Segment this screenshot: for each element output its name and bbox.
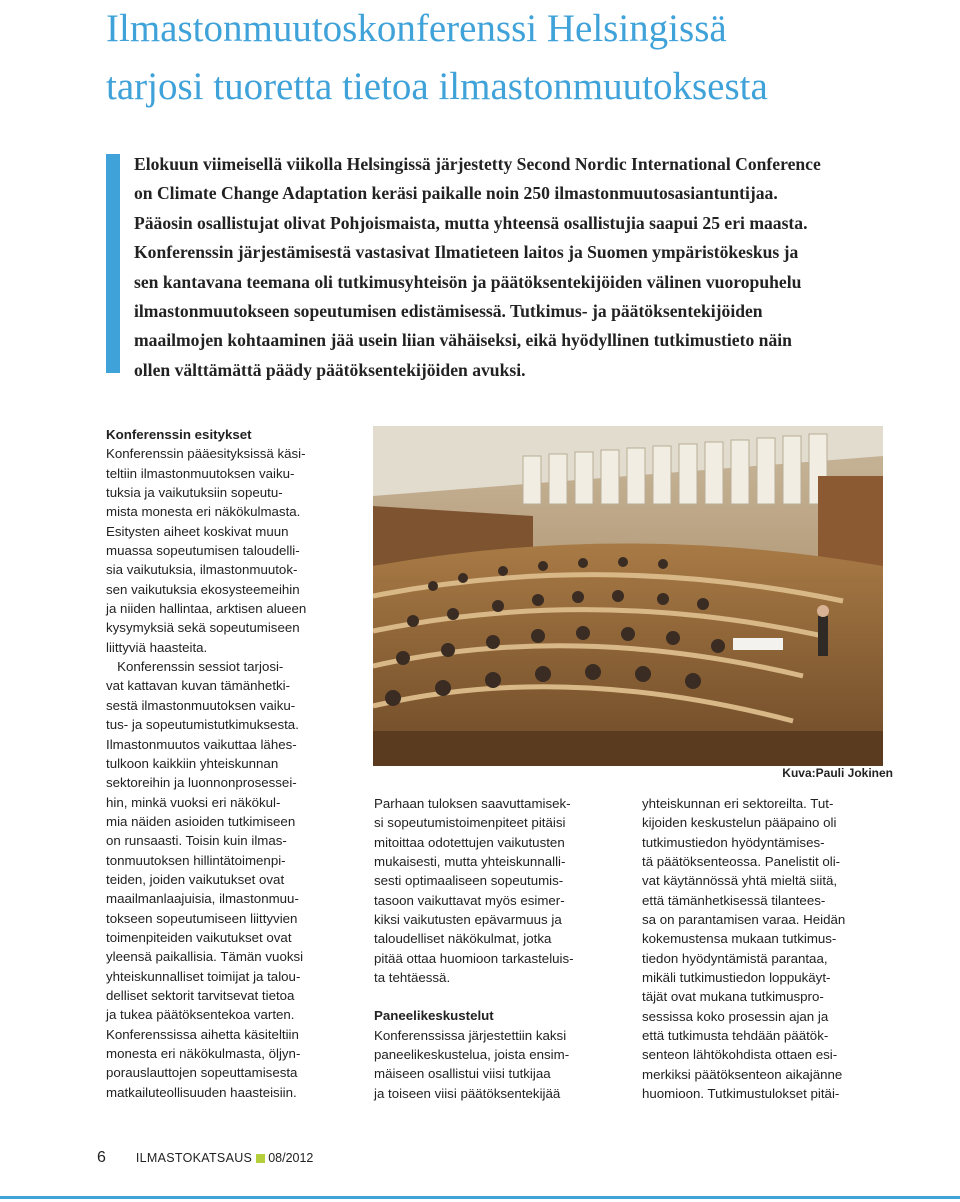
body-line: tulkoon kaikkiin yhteiskunnan <box>106 755 279 771</box>
right-column <box>642 794 884 1104</box>
body-line: Esitysten aiheet koskivat muun <box>106 523 289 539</box>
body-line: ja tukea päätöksentekoa varten. <box>106 1007 295 1023</box>
body-line: sen vaikutuksia ekosysteemeihin <box>106 581 300 597</box>
lead-accent-bar <box>106 154 120 373</box>
body-line: vat käytännössä yhtä mieltä siitä, <box>642 873 838 889</box>
body-line: Parhaan tuloksen saavuttamisek- <box>374 796 571 811</box>
body-line: porauslauttojen sopeuttamisesta <box>106 1065 298 1081</box>
body-line: maailmanlaajuisia, ilmastonmuu- <box>106 891 299 907</box>
body-line: hin, minkä vuoksi eri näkökul- <box>106 794 281 810</box>
body-line: että tämänhetkisessä tilantees- <box>642 892 826 908</box>
left-column <box>106 425 346 1102</box>
section-heading-presentations: Konferenssin esitykset <box>106 427 252 442</box>
body-line: toimenpiteiden vaikutukset ovat <box>106 929 292 945</box>
page-number: 6 <box>97 1149 106 1166</box>
body-line: sessissa koko prosessin ajan ja <box>642 1008 829 1024</box>
body-line: pitää ottaa huomioon tarkasteluis- <box>374 950 574 966</box>
title-line: tarjosi tuoretta tietoa ilmastonmuutoksesta <box>106 65 768 108</box>
body-line: huomioon. Tutkimustulokset pitäi- <box>642 1086 840 1102</box>
body-line: yhteiskunnalliset toimijat ja talou- <box>106 968 301 984</box>
page-footer <box>97 1149 313 1167</box>
title-line: Ilmastonmuutoskonferenssi Helsingissä <box>106 7 727 50</box>
paragraph-gap <box>374 987 614 1006</box>
body-line: on runsaasti. Toisin kuin ilmas- <box>106 833 287 849</box>
body-line: Konferenssin sessiot tarjosi- <box>106 659 284 675</box>
body-line: yleensä paikallisia. Tämän vuoksi <box>106 949 304 965</box>
body-line: ta tehtäessä. <box>374 970 451 986</box>
lead-line: Pääosin osallistujat olivat Pohjoismaista, mutta yhteensä osallistujia saapui 25 eri maasta. <box>134 212 808 233</box>
body-line: tutkimustiedon hyödyntämises- <box>642 834 825 850</box>
body-line: tonmuutoksen hillintätoimenpi- <box>106 852 286 868</box>
body-line: sektoreihin ja luonnonprosessei- <box>106 775 297 791</box>
body-line: senteon lähtökohdista ottaen esi- <box>642 1047 838 1063</box>
body-line: Konferenssissa aihetta käsiteltiin <box>106 1026 299 1042</box>
body-line: mukaisesti, mutta yhteiskunnalli- <box>374 854 566 870</box>
body-line: mäiseen osallistui viisi tutkijaa <box>374 1066 551 1082</box>
body-line: matkailuteollisuuden haasteisiin. <box>106 1084 297 1100</box>
body-line: paneelikeskustelua, joista ensim- <box>374 1047 570 1063</box>
photo-credit: Kuva:Pauli Jokinen <box>782 766 893 780</box>
lecture-hall-image <box>373 426 883 766</box>
body-line: tus- ja sopeutumistutkimuksesta. <box>106 717 299 733</box>
body-line: sia vaikutuksia, ilmastonmuutok- <box>106 562 298 578</box>
body-line: ja niiden hallintaa, arktisen alueen <box>106 601 307 617</box>
body-line: kysymyksiä sekä sopeutumiseen <box>106 620 300 636</box>
square-icon <box>256 1154 265 1163</box>
body-line: kokemustensa mukaan tutkimus- <box>642 931 837 947</box>
body-line: Konferenssin pääesityksissä käsi- <box>106 446 306 462</box>
body-line: sa on parantamisen varaa. Heidän <box>642 912 846 928</box>
body-line: mikäli tutkimustiedon loppukäyt- <box>642 970 831 986</box>
magazine-name: ILMASTOKATSAUS <box>135 1151 253 1165</box>
body-line: yhteiskunnan eri sektoreilta. Tut- <box>642 796 834 811</box>
article-title <box>106 0 926 116</box>
body-line: tokseen sopeutumiseen liittyvien <box>106 910 298 926</box>
body-line: tasoon vaikuttavat myös esimer- <box>374 892 565 908</box>
body-line: taloudelliset näkökulmat, jotka <box>374 931 552 947</box>
conference-photo <box>373 426 883 766</box>
middle-column <box>374 794 614 1103</box>
body-line: Konferenssissa järjestettiin kaksi <box>374 1027 567 1043</box>
body-line: ja toiseen viisi päätöksentekijää <box>374 1085 561 1101</box>
body-line: kijoiden keskustelun pääpaino oli <box>642 815 837 831</box>
body-line: liittyviä haasteita. <box>106 639 208 655</box>
body-line: sestä ilmastonmuutoksen vaiku- <box>106 697 296 713</box>
body-line: sesti optimaaliseen sopeutumis- <box>374 873 564 889</box>
lead-line: Konferenssin järjestämisestä vastasivat Ilmatieteen laitos ja Suomen ympäristökeskus ja <box>134 242 799 263</box>
footer-rule <box>0 1196 960 1199</box>
body-line: si sopeutumistoimenpiteet pitäisi <box>374 815 566 831</box>
lead-line: Elokuun viimeisellä viikolla Helsingissä järjestetty Second Nordic International Conference <box>134 154 821 174</box>
body-line: vat kattavan kuvan tämänhetki- <box>106 678 291 694</box>
body-line: mitoittaa odotettujen vaikutusten <box>374 834 565 850</box>
body-line: delliset sektorit tarvitsevat tietoa <box>106 987 295 1003</box>
body-line: mia näiden asioiden tutkimiseen <box>106 813 296 829</box>
section-heading-panels: Paneelikeskustelut <box>374 1008 494 1024</box>
body-line: että tutkimusta tehdään päätök- <box>642 1028 829 1044</box>
lead-line: ilmastonmuutokseen sopeutumisen edistämisessä. Tutkimus- ja päätöksentekijöiden <box>134 301 763 322</box>
body-line: kiksi vaikutusten epävarmuus ja <box>374 912 562 928</box>
lead-paragraph <box>134 150 894 385</box>
body-line: teiden, joiden vaikutukset ovat <box>106 871 285 887</box>
body-line: tuksia ja vaikutuksiin sopeutu- <box>106 485 283 501</box>
body-line: mista monesta eri näkökulmasta. <box>106 504 301 520</box>
body-line: täjät ovat mukana tutkimuspro- <box>642 989 824 1005</box>
lead-line: ollen välttämättä päädy päätöksentekijöiden avuksi. <box>134 359 526 380</box>
body-line: monesta eri näkökulmasta, öljyn- <box>106 1046 301 1061</box>
lead-line: sen kantavana teemana oli tutkimusyhteisön ja päätöksentekijöiden välinen vuoropuhelu <box>134 271 802 292</box>
body-line: tä päätöksenteossa. Panelistit oli- <box>642 854 841 870</box>
lead-line: maailmojen kohtaaminen jää usein liian vähäiseksi, eikä hyödyllinen tutkimustieto näin <box>134 330 792 351</box>
body-line: Ilmastonmuutos vaikuttaa lähes- <box>106 736 297 752</box>
body-line: teltiin ilmastonmuutoksen vaiku- <box>106 465 295 481</box>
issue-number: 08/2012 <box>268 1151 314 1165</box>
body-line: muassa sopeutumisen taloudelli- <box>106 543 300 559</box>
lead-line: on Climate Change Adaptation keräsi paikalle noin 250 ilmastonmuutosasiantuntijaa. <box>134 183 778 204</box>
body-line: tiedon hyödyntämistä parantaa, <box>642 950 828 966</box>
body-line: merkiksi päätöksenteon aikajänne <box>642 1066 843 1082</box>
